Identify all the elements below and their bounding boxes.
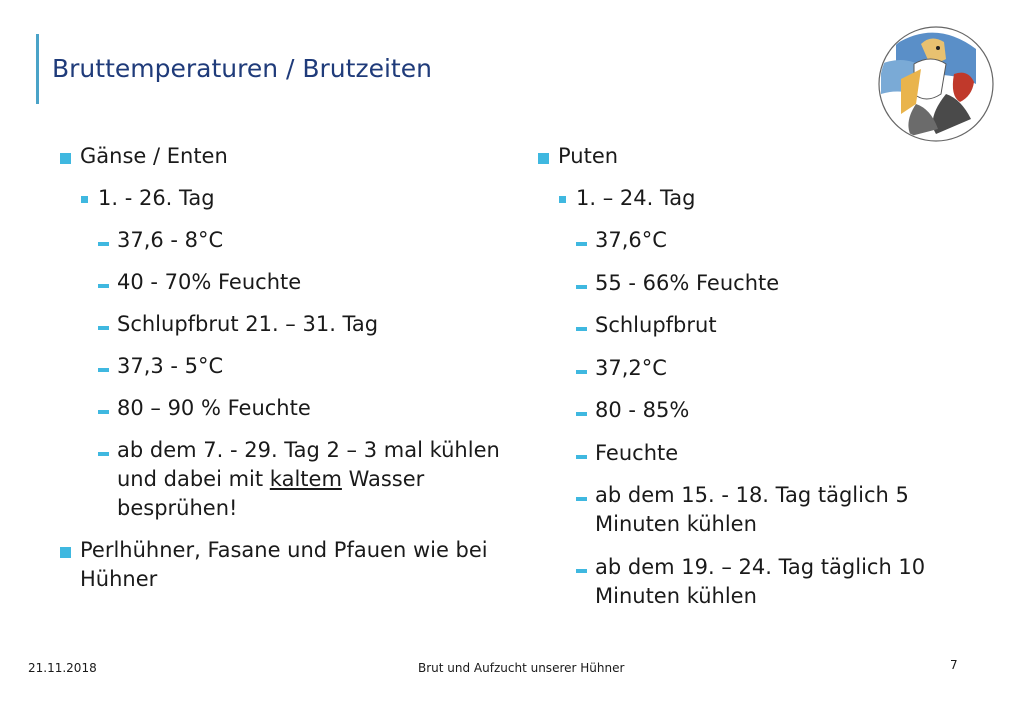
title-accent-bar bbox=[36, 34, 39, 104]
list-item: Schlupfbrut bbox=[538, 311, 998, 340]
list-item: 40 - 70% Feuchte bbox=[60, 268, 500, 297]
heading-perlhuehner: Perlhühner, Fasane und Pfauen wie bei Hühner bbox=[60, 536, 500, 594]
list-item: Schlupfbrut 21. – 31. Tag bbox=[60, 310, 500, 339]
heading-gaense-enten: Gänse / Enten bbox=[60, 142, 500, 171]
list-item: 37,3 - 5°C bbox=[60, 352, 500, 381]
dash-bullet-icon bbox=[576, 370, 587, 374]
list-item: 80 – 90 % Feuchte bbox=[60, 394, 500, 423]
sub-period: 1. – 24. Tag bbox=[538, 184, 998, 213]
dash-bullet-icon bbox=[576, 412, 587, 416]
dash-bullet-icon bbox=[98, 410, 109, 414]
footer-title: Brut und Aufzucht unserer Hühner bbox=[418, 661, 625, 675]
dash-bullet-icon bbox=[98, 452, 109, 456]
square-bullet-icon bbox=[60, 547, 71, 558]
list-item: ab dem 19. – 24. Tag täglich 10 Minuten kühlen bbox=[538, 553, 998, 611]
square-bullet-icon bbox=[559, 196, 566, 203]
list-item: ab dem 15. - 18. Tag täglich 5 Minuten kühlen bbox=[538, 481, 998, 539]
dash-bullet-icon bbox=[98, 284, 109, 288]
slide-title: Bruttemperaturen / Brutzeiten bbox=[52, 54, 432, 83]
sub-period: 1. - 26. Tag bbox=[60, 184, 500, 213]
dash-bullet-icon bbox=[576, 327, 587, 331]
list-item: 55 - 66% Feuchte bbox=[538, 269, 998, 298]
list-item: 37,6°C bbox=[538, 226, 998, 255]
list-item: 37,6 - 8°C bbox=[60, 226, 500, 255]
right-column bbox=[538, 142, 998, 624]
dash-bullet-icon bbox=[576, 455, 587, 459]
left-column bbox=[60, 142, 500, 607]
square-bullet-icon bbox=[538, 153, 549, 164]
dash-bullet-icon bbox=[576, 242, 587, 246]
dash-bullet-icon bbox=[98, 368, 109, 372]
list-item-cooling: ab dem 7. - 29. Tag 2 – 3 mal kühlen und dabei mit kaltem Wasser besprühen! bbox=[60, 436, 500, 523]
dash-bullet-icon bbox=[98, 326, 109, 330]
list-item: 37,2°C bbox=[538, 354, 998, 383]
list-item: Feuchte bbox=[538, 439, 998, 468]
square-bullet-icon bbox=[60, 153, 71, 164]
list-item: 80 - 85% bbox=[538, 396, 998, 425]
footer-date: 21.11.2018 bbox=[28, 661, 97, 675]
dash-bullet-icon bbox=[98, 242, 109, 246]
dash-bullet-icon bbox=[576, 569, 587, 573]
dash-bullet-icon bbox=[576, 285, 587, 289]
poultry-logo-icon bbox=[876, 24, 996, 144]
dash-bullet-icon bbox=[576, 497, 587, 501]
page-number: 7 bbox=[950, 658, 958, 672]
heading-puten: Puten bbox=[538, 142, 998, 171]
square-bullet-icon bbox=[81, 196, 88, 203]
